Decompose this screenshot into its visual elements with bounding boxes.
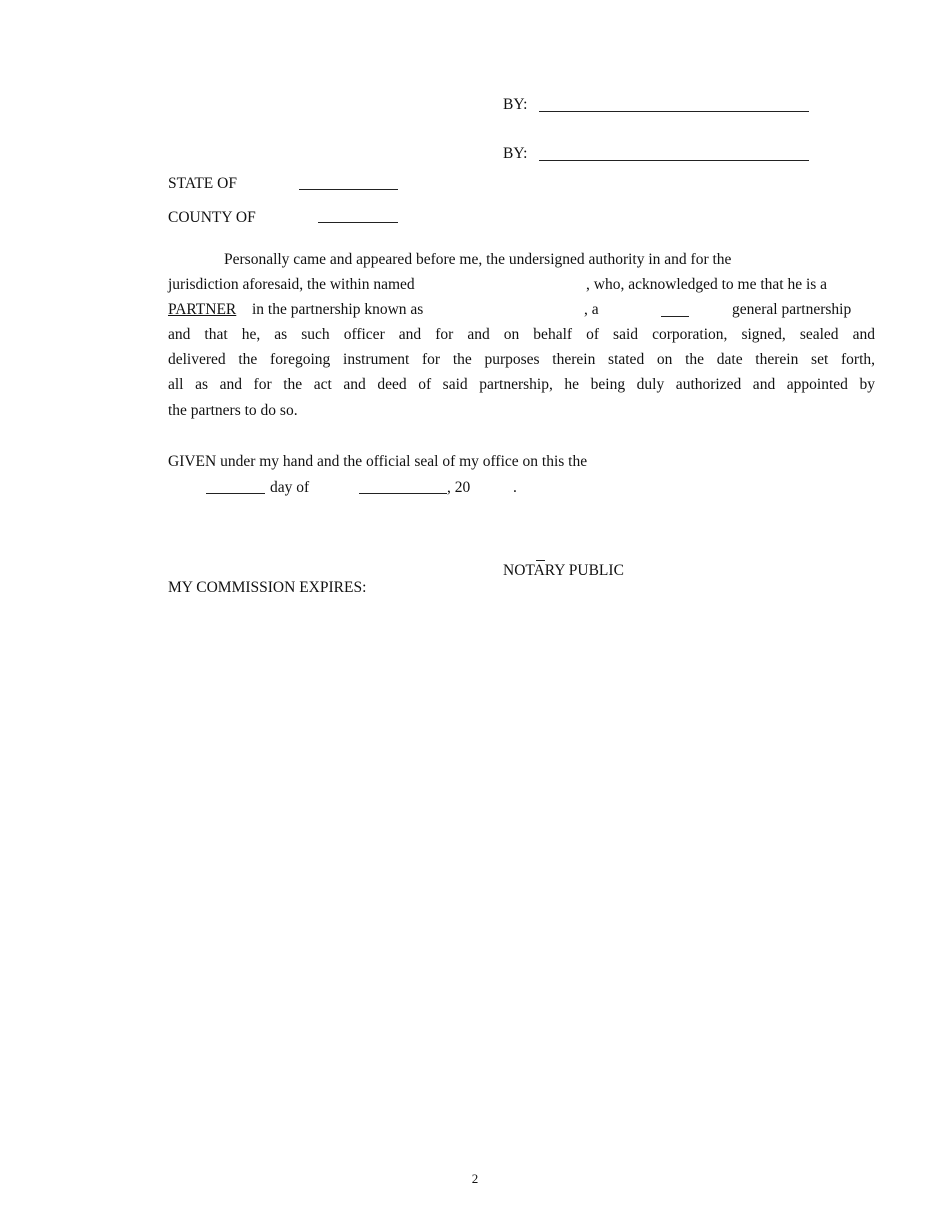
- year-prefix: , 20: [447, 479, 471, 496]
- page-number: 2: [471, 1171, 479, 1186]
- signature-line-2[interactable]: [539, 160, 809, 161]
- notary-public-block: [503, 562, 624, 580]
- partner-role: PARTNER: [168, 301, 237, 318]
- county-blank[interactable]: [318, 222, 398, 223]
- ack-line-1: Personally came and appeared before me, the undersigned authority in and for the: [224, 251, 732, 268]
- day-of-text: day of: [270, 479, 310, 496]
- day-blank[interactable]: [206, 493, 265, 494]
- ack-line-3a: in the partnership known as: [252, 301, 424, 318]
- date-period: .: [513, 479, 517, 496]
- ack-line-5: delivered the foregoing instrument for the purposes therein stated on the date therein set forth,: [168, 351, 875, 368]
- ack-line-2a: jurisdiction aforesaid, the within named: [168, 276, 415, 293]
- signature-line-1[interactable]: [539, 111, 809, 112]
- county-label: COUNTY OF: [168, 209, 256, 226]
- notary-public-label: NOTARY PUBLIC: [503, 562, 624, 579]
- state-blank[interactable]: [299, 189, 398, 190]
- signature-by-label-2: BY:: [503, 145, 528, 162]
- ack-line-2b: , who, acknowledged to me that he is a: [586, 276, 828, 293]
- state-label: STATE OF: [168, 175, 237, 192]
- commission-expires-label: MY COMMISSION EXPIRES:: [168, 579, 367, 596]
- month-blank[interactable]: [359, 493, 447, 494]
- ack-line-3b: , a: [584, 301, 599, 318]
- ack-line-6: all as and for the act and deed of said partnership, he being duly authorized and appointed by: [168, 376, 875, 393]
- ack-line-4: and that he, as such officer and for and on behalf of said corporation, signed, sealed and: [168, 326, 875, 343]
- ack-line-3c: general partnership: [732, 301, 852, 318]
- given-line: GIVEN under my hand and the official seal of my office on this the: [168, 453, 588, 470]
- ack-line-7: the partners to do so.: [168, 402, 298, 419]
- signature-by-label-1: BY:: [503, 96, 528, 113]
- notary-overbar: [536, 560, 545, 561]
- state-of-partnership-blank[interactable]: [661, 316, 689, 317]
